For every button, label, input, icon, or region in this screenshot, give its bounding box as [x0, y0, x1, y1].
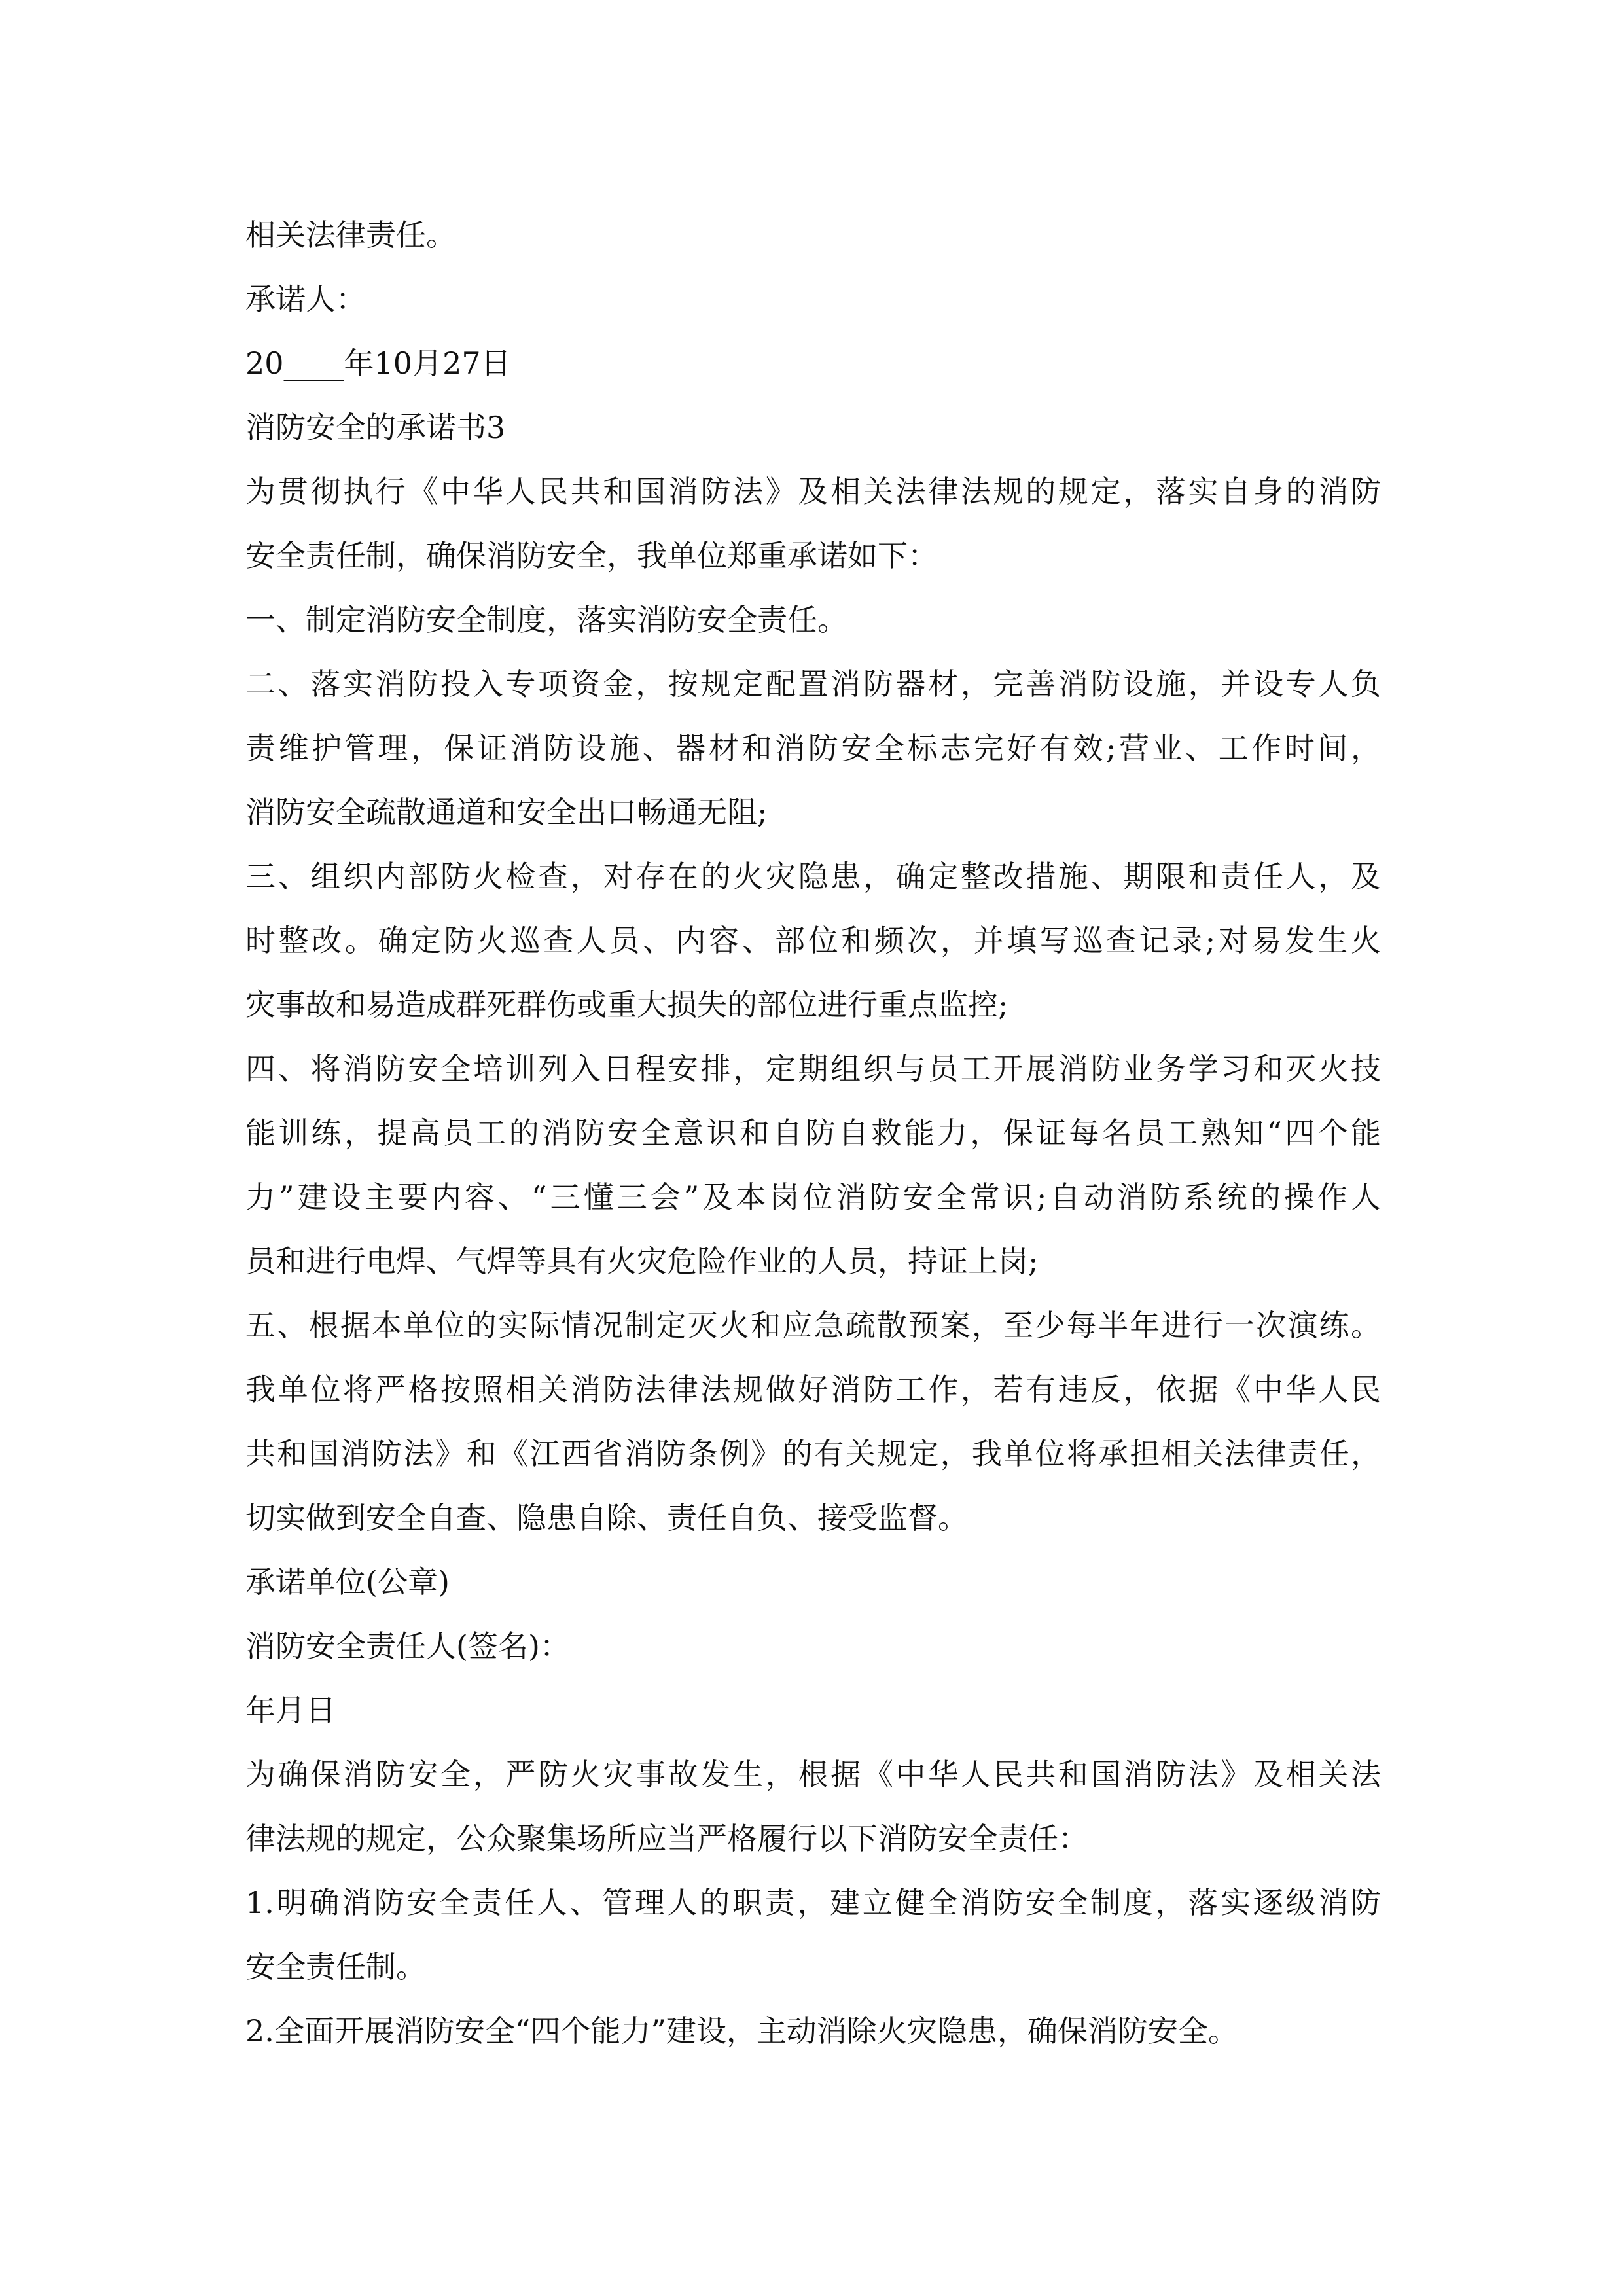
text-line: 相关法律责任。	[245, 217, 456, 253]
text-line: 律法规的规定，公众聚集场所应当严格履行以下消防安全责任：	[245, 1821, 1088, 1856]
date-line: 20____年10月27日	[245, 346, 511, 381]
text-line: 切实做到安全自查、隐患自除、责任自负、接受监督。	[245, 1500, 968, 1535]
text-line: 五、根据本单位的实际情况制定灭火和应急疏散预案，至少每半年进行一次演练。	[245, 1308, 1381, 1343]
text-line: 1.明确消防安全责任人、管理人的职责，建立健全消防安全制度，落实逐级消防	[245, 1885, 1381, 1920]
text-line: 一、制定消防安全制度，落实消防安全责任。	[245, 602, 847, 637]
text-line: 力”建设主要内容、“三懂三会”及本岗位消防安全常识;自动消防系统的操作人	[245, 1179, 1381, 1215]
text-line: 员和进行电焊、气焊等具有火灾危险作业的人员，持证上岗;	[245, 1244, 1039, 1279]
text-line: 为确保消防安全，严防火灾事故发生，根据《中华人民共和国消防法》及相关法	[245, 1757, 1381, 1792]
text-line: 责维护管理，保证消防设施、器材和消防安全标志完好有效;营业、工作时间，	[245, 730, 1381, 766]
text-line: 我单位将严格按照相关消防法律法规做好消防工作，若有违反，依据《中华人民	[245, 1372, 1381, 1407]
seal-label: 承诺单位(公章)	[245, 1564, 450, 1600]
signatory-label: 承诺人：	[245, 281, 366, 317]
signature-label: 消防安全责任人(签名)：	[245, 1628, 570, 1664]
text-line: 为贯彻执行《中华人民共和国消防法》及相关法律法规的规定，落实自身的消防	[245, 474, 1381, 509]
text-line: 消防安全疏散通道和安全出口畅通无阻;	[245, 795, 768, 830]
date-label: 年月日	[245, 1693, 336, 1728]
section-title: 消防安全的承诺书3	[245, 410, 506, 445]
text-line: 能训练，提高员工的消防安全意识和自防自救能力，保证每名员工熟知“四个能	[245, 1115, 1381, 1151]
text-line: 三、组织内部防火检查，对存在的火灾隐患，确定整改措施、期限和责任人，及	[245, 859, 1381, 894]
text-line: 安全责任制。	[245, 1949, 426, 1984]
text-line: 2.全面开展消防安全“四个能力”建设，主动消除火灾隐患，确保消防安全。	[245, 2013, 1238, 2049]
text-line: 共和国消防法》和《江西省消防条例》的有关规定，我单位将承担相关法律责任，	[245, 1436, 1381, 1471]
text-line: 四、将消防安全培训列入日程安排，定期组织与员工开展消防业务学习和灭火技	[245, 1051, 1381, 1086]
text-line: 安全责任制，确保消防安全，我单位郑重承诺如下：	[245, 538, 938, 573]
document-body	[245, 203, 1381, 2063]
text-line: 灾事故和易造成群死群伤或重大损失的部位进行重点监控;	[245, 987, 1008, 1022]
text-line: 二、落实消防投入专项资金，按规定配置消防器材，完善消防设施，并设专人负	[245, 666, 1381, 702]
text-line: 时整改。确定防火巡查人员、内容、部位和频次，并填写巡查记录;对易发生火	[245, 923, 1381, 958]
